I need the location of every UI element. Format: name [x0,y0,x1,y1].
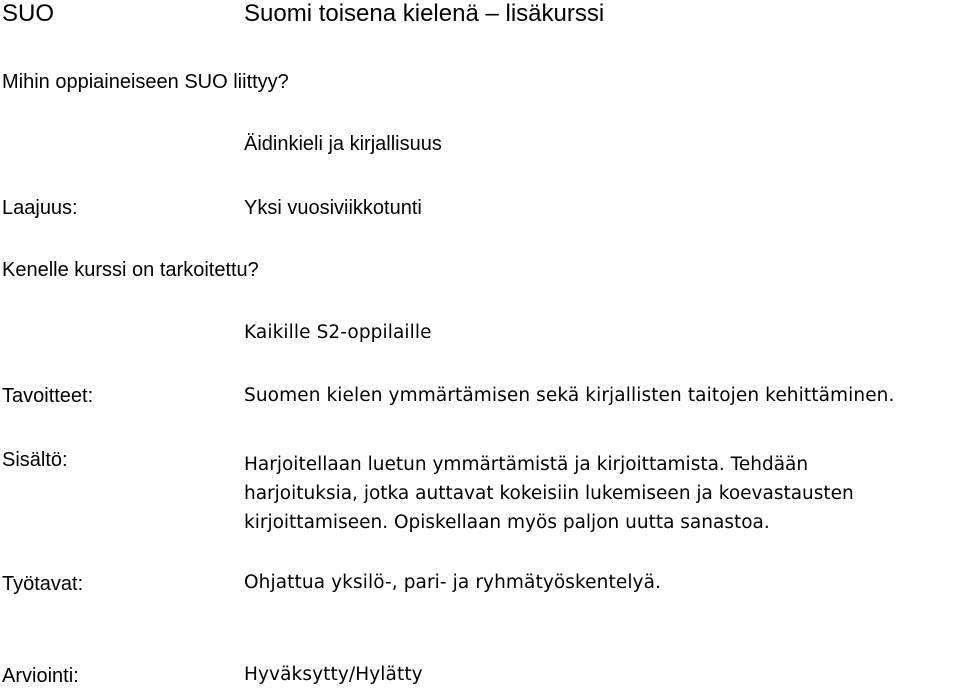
content-label: Sisältö: [2,449,68,471]
content-line: kirjoittamiseen. Opiskellaan myös paljon uutta sanastoa. [244,512,770,533]
methods-value: Ohjattua yksilö-, pari- ja ryhmätyöskentelyä. [244,572,662,593]
content-line: harjoituksia, jotka auttavat kokeisiin lukemiseen ja koevastausten [244,483,854,504]
audience-answer: Kaikille S2-oppilaille [244,322,432,343]
methods-label: Työtavat: [2,573,84,595]
subject-answer: Äidinkieli ja kirjallisuus [244,133,442,155]
content-line: Harjoitellaan luetun ymmärtämistä ja kirjoittamista. Tehdään [244,454,809,475]
subject-question: Mihin oppiaineiseen SUO liittyy? [2,71,289,93]
assessment-value: Hyväksytty/Hylätty [244,664,423,685]
audience-question: Kenelle kurssi on tarkoitettu? [2,259,259,281]
assessment-label: Arviointi: [2,665,79,687]
scope-label: Laajuus: [2,197,78,219]
goals-label: Tavoitteet: [2,385,94,407]
course-title: Suomi toisena kielenä – lisäkurssi [244,0,605,27]
scope-value: Yksi vuosiviikkotunti [244,197,422,219]
content-description [244,450,956,537]
course-code: SUO [2,0,55,27]
goals-value: Suomen kielen ymmärtämisen sekä kirjallisten taitojen kehittäminen. [244,385,895,406]
